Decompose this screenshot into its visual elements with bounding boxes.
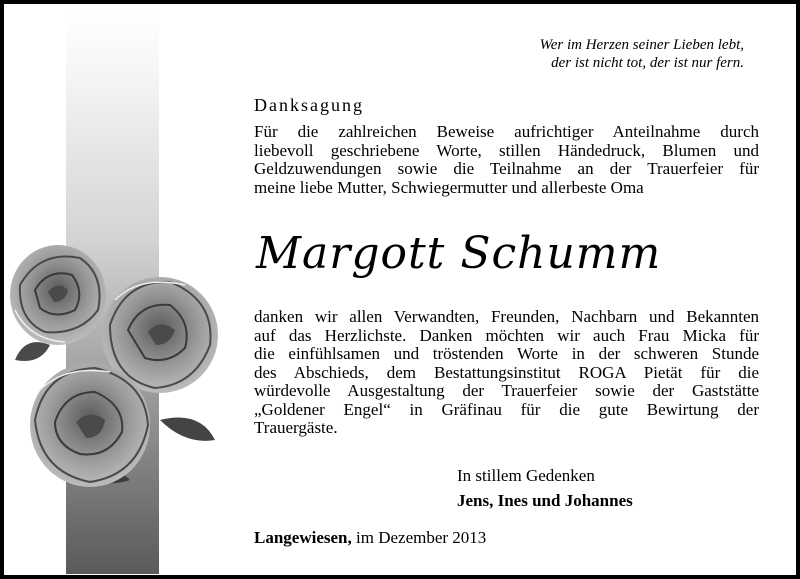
thanks-paragraph bbox=[254, 308, 759, 438]
intro-line: liebevoll geschriebene Worte, stillen Händedruck, Blumen und bbox=[254, 140, 759, 160]
thanks-line: danken wir allen Verwandten, Freunden, Nachbarn und Bekannten bbox=[254, 307, 759, 326]
place-name: Langewiesen, bbox=[254, 528, 352, 547]
motto-line: Wer im Herzen seiner Lieben lebt, bbox=[539, 37, 744, 53]
intro-line: Für die zahlreichen Beweise aufrichtiger Anteilnahme durch bbox=[254, 122, 759, 141]
thanks-line: Trauergäste. bbox=[254, 418, 338, 437]
closing-greeting: In stillem Gedenken bbox=[457, 466, 595, 485]
intro-paragraph bbox=[254, 123, 759, 197]
intro-line: Geldzuwendungen sowie die Teilnahme an der Trauerfeier für bbox=[254, 159, 759, 178]
thanks-line: würdevolle Ausgestaltung der Trauerfeier sowie der Gaststätte bbox=[254, 381, 759, 400]
thanks-line: die einfühlsamen und tröstenden Worte in der schweren Stunde bbox=[254, 344, 759, 363]
date-text: im Dezember 2013 bbox=[356, 528, 487, 547]
motto-quote bbox=[464, 36, 744, 72]
thanks-line: des Abschieds, dem Bestattungsinstitut ROGA Pietät für die bbox=[254, 362, 759, 382]
heading-danksagung: Danksagung bbox=[254, 95, 364, 115]
roses-icon bbox=[10, 240, 225, 505]
deceased-name: Margott Schumm bbox=[256, 228, 662, 279]
thanks-line: auf das Herzlichste. Danken möchten wir auch Frau Micka für bbox=[254, 325, 759, 345]
motto-line: der ist nicht tot, der ist nur fern. bbox=[551, 55, 744, 71]
thanks-line: „Goldener Engel“ in Gräfinau für die gute Bewirtung der bbox=[254, 399, 759, 419]
signatories: Jens, Ines und Johannes bbox=[457, 491, 633, 510]
intro-line: meine liebe Mutter, Schwiegermutter und allerbeste Oma bbox=[254, 177, 644, 197]
place-date-line bbox=[254, 528, 486, 548]
